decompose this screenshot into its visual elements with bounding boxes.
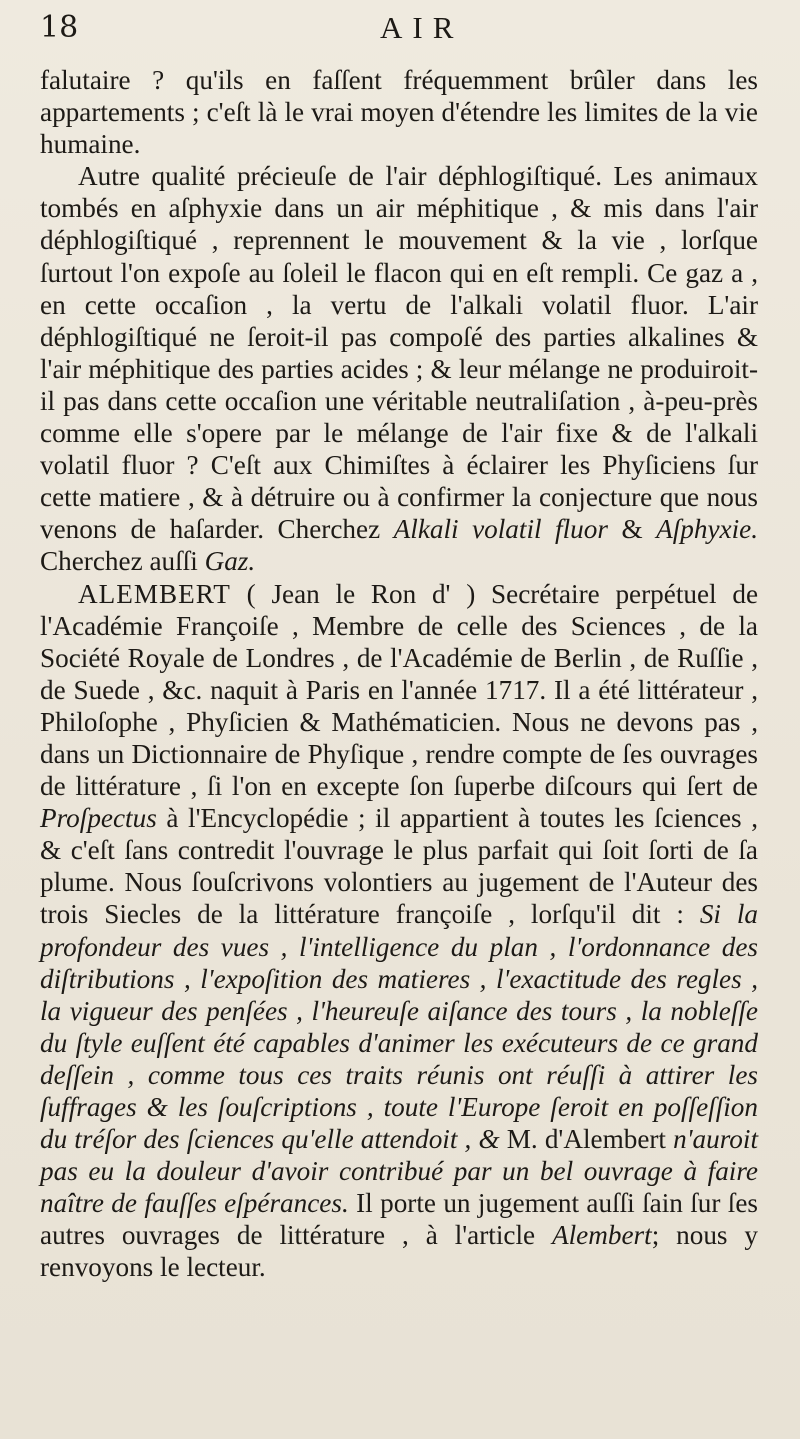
running-head: AIR <box>380 10 464 45</box>
cross-reference: Alembert <box>552 1220 652 1251</box>
entry-alembert <box>40 578 758 1284</box>
cross-reference: Aſphyxie. <box>656 514 758 545</box>
cross-reference: Alkali volatil fluor <box>393 514 608 545</box>
page-number: 18 <box>40 10 79 45</box>
quotation: n'auroit pas eu la douleur d'avoir contribué par un bel ouvrage à faire naître de fauſſes eſpérances. <box>40 1124 758 1219</box>
paragraph-text: ( Jean le Ron d' ) Secrétaire perpétuel de l'Académie Françoiſe , Membre de celle des Sciences , de la Société Royale de Londres , de l'Académie de Berlin , de Ruſſie , de Suede , &c. naquit à Paris en l'année 1717. Il a été littérateur , Philoſophe , Phyſicien & Mathématicien. Nous ne devons pas , dans un Dictionnaire de Phyſique , rendre compte de ſes ouvrages de littérature , ſi l'on en excepte ſon ſuperbe diſcours qui ſert de <box>40 578 759 802</box>
paragraph-text: M. <box>506 1124 538 1155</box>
quotation: Si la profondeur des vues , l'intelligence du plan , l'ordonnance des diſtributions , l'expoſition des matieres , l'exactitude des regles , la vigueur des penſées , l'heureuſe aiſance des tours , la nobleſſe du ſtyle euſſent été capables d'animer les exécuteurs de ce grand deſſein , comme tous ces traits réunis ont réuſſi à attirer les ſuffrages & les ſouſcriptions , toute l'Europe ſeroit en poſſeſſion du tréſor des ſciences qu'elle attendoit , & <box>40 899 758 1155</box>
paragraph-text: Cherchez auſſi <box>40 546 198 577</box>
cross-reference: Gaz. <box>204 546 256 577</box>
page-header <box>40 10 758 64</box>
entry-headword: ALEMBERT <box>78 578 231 609</box>
paragraph-continuation <box>40 64 758 160</box>
paragraph-dephlogisticated-air <box>40 160 758 577</box>
paragraph-text: & <box>621 514 643 545</box>
paragraph-text: à l'Encyclopédie ; il appartient à toutes les ſciences , & c'eſt ſans contredit l'ouvrage le plus parfait qui ſoit ſorti de ſa plume. Nous ſouſcrivons volontiers au jugement de l'Auteur des trois Siecles de la littérature françoiſe , lorſqu'il dit : <box>40 803 759 930</box>
paragraph-text: Il porte un jugement auſſi ſain ſur ſes autres ouvrages de littérature , à l'article <box>40 1188 758 1251</box>
paragraph-text: Autre qualité précieuſe de l'air déphlogiſtiqué. Les animaux tombés en aſphyxie dans un air méphitique , & mis dans l'air déphlogiſtiqué , reprennent le mouvement & la vie , lorſque ſurtout l'on expoſe au ſoleil le flacon qui en eſt rempli. Ce gaz a , en cette occaſion , la vertu de l'alkali volatil fluor. L'air déphlogiſtiqué ne ſeroit-il pas compoſé des parties alkalines & l'air méphitique des parties acides ; & leur mélange ne produiroit-il pas dans cette occaſion une véritable neutraliſation , à-peu-près comme elle s'opere par le mélange de l'air fixe & de l'alkali volatil fluor ? C'eſt aux Chimiſtes à éclairer les Phyſiciens ſur cette matiere , & à détruire ou à confirmer la conjecture que nous venons de haſarder. Cherchez <box>40 161 758 545</box>
body-text <box>40 64 758 1284</box>
paragraph-text: d'Alembert <box>544 1124 666 1155</box>
paragraph-text: falutaire ? qu'ils en faſſent fréquemment brûler dans les appartements ; c'eſt là le vrai moyen d'étendre les limites de la vie humaine. <box>40 65 758 160</box>
paragraph-text: ; nous y renvoyons le lecteur. <box>40 1220 759 1283</box>
cross-reference: Proſpectus <box>40 803 157 834</box>
